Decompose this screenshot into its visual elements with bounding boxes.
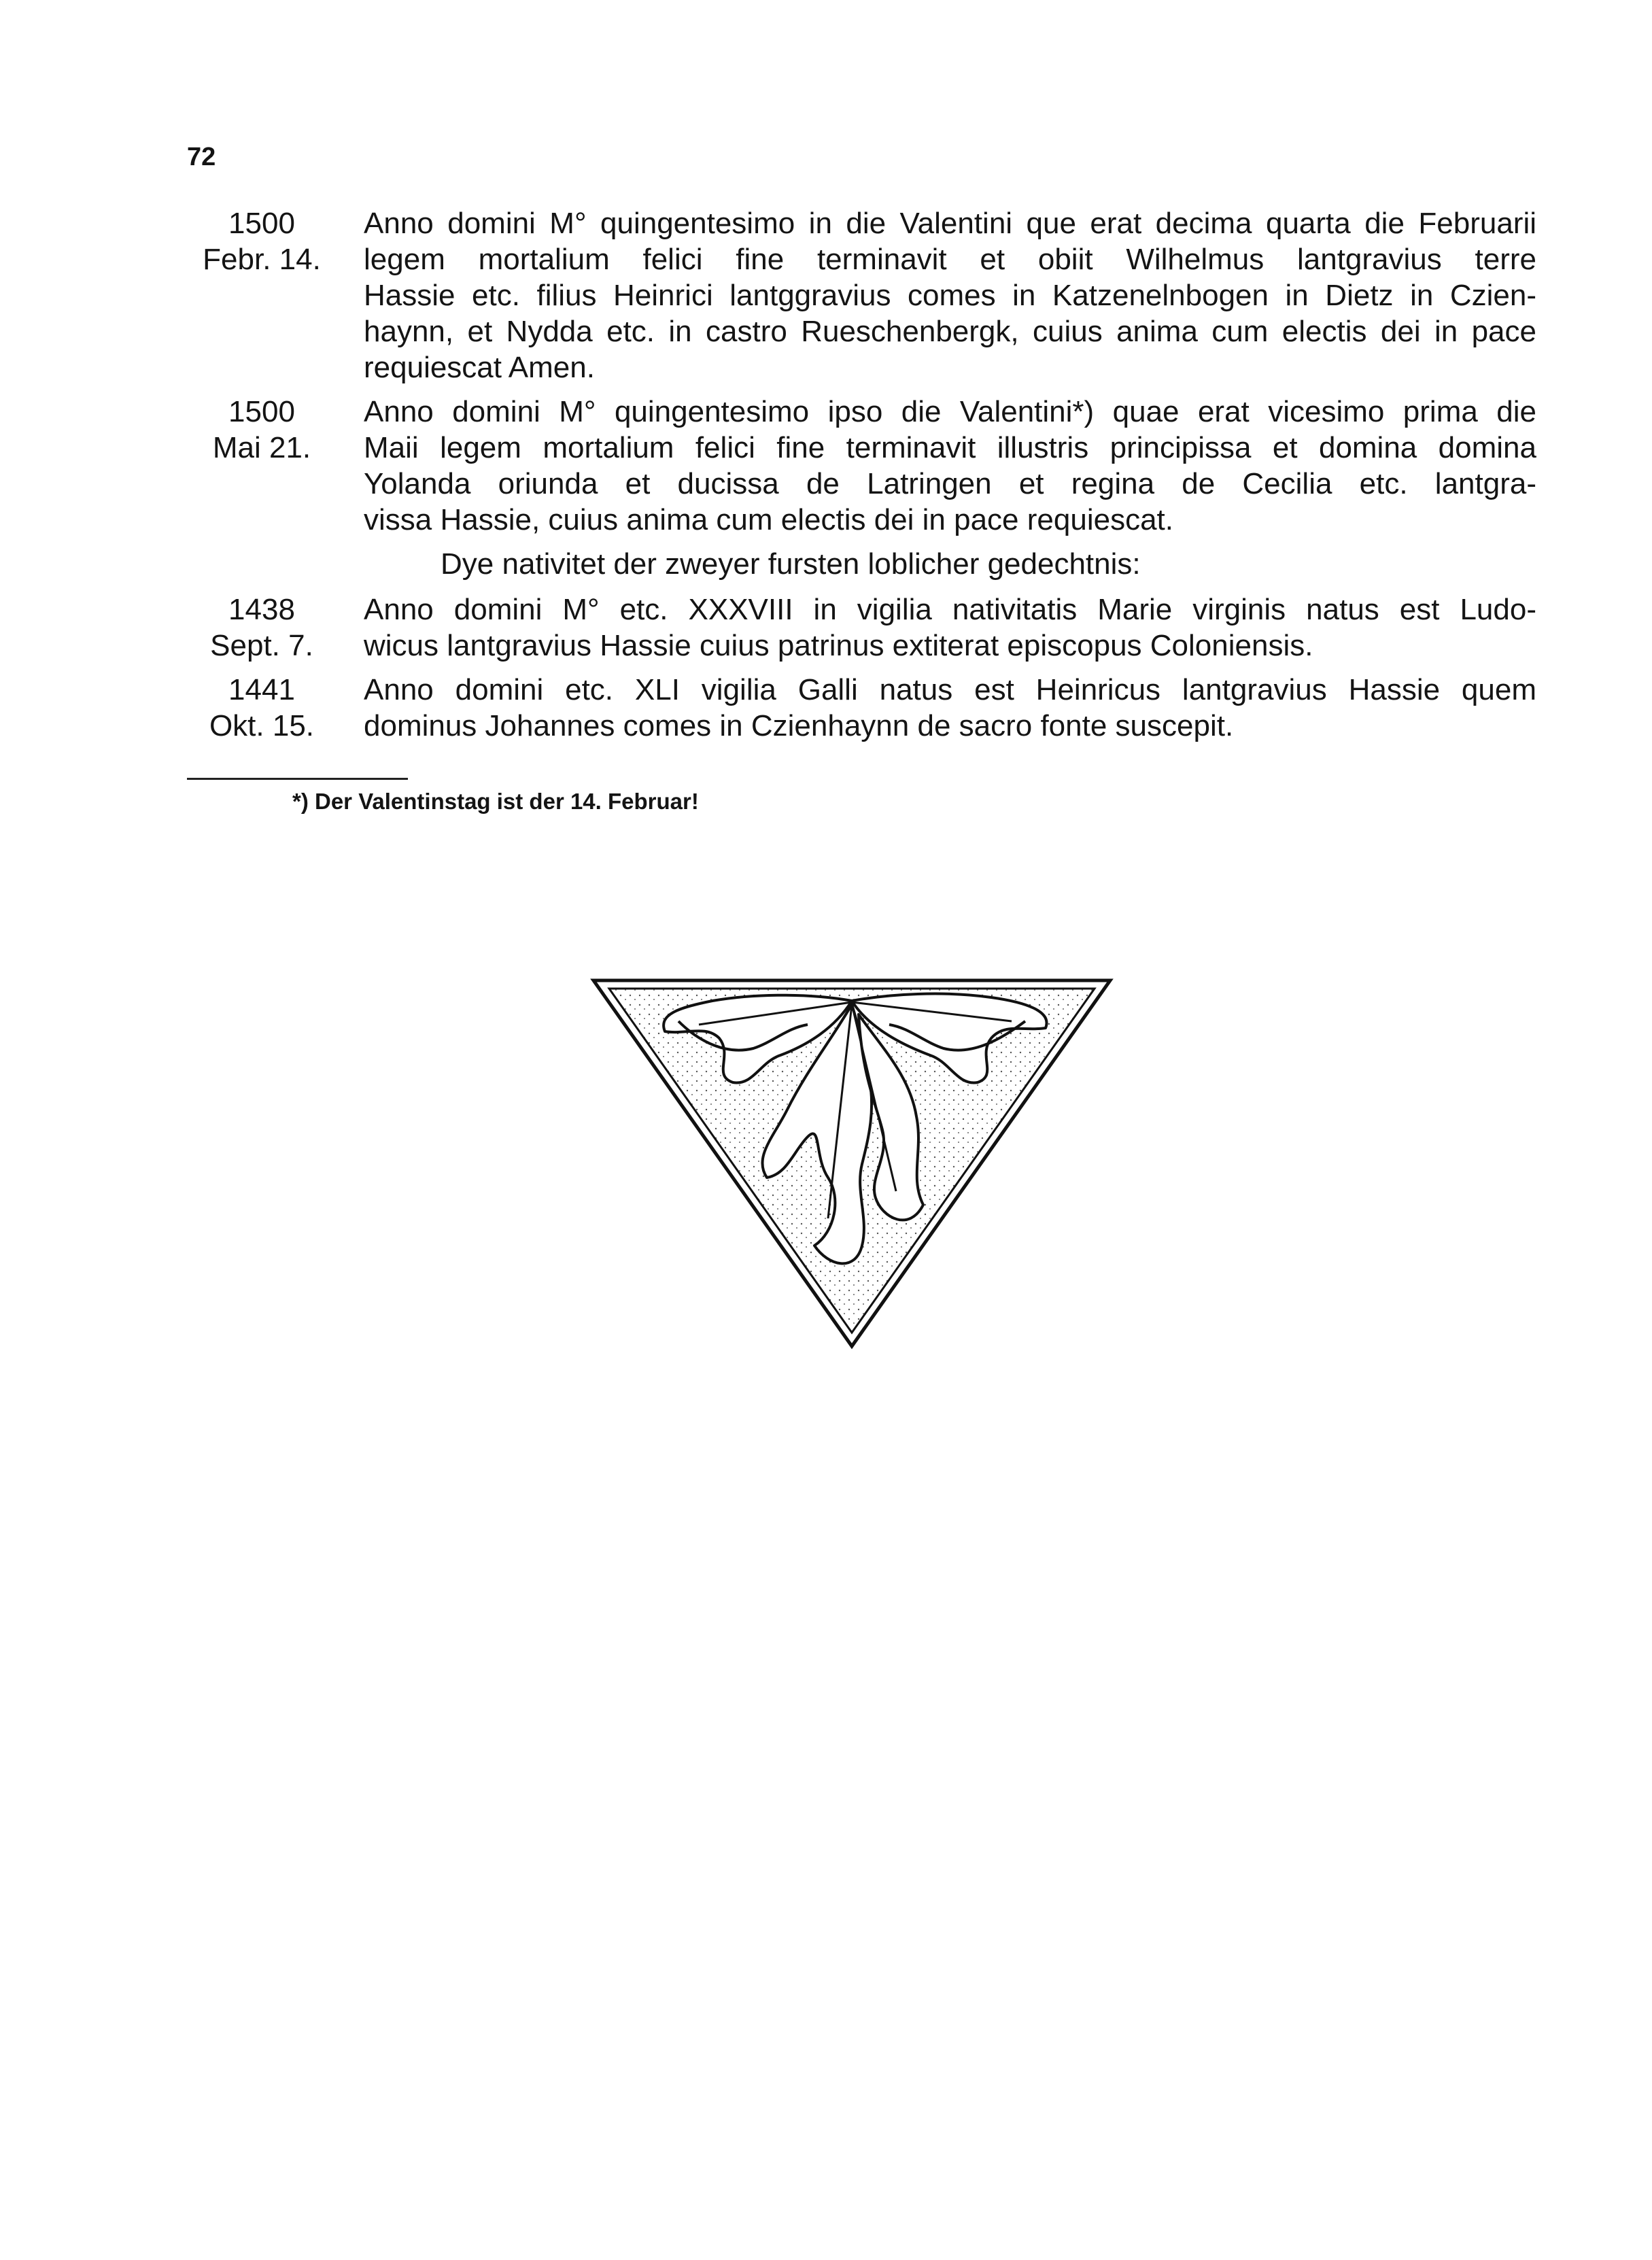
entry-text [364, 205, 1536, 386]
entry-day: Okt. 15. [209, 709, 315, 742]
page-number: 72 [187, 143, 216, 171]
entry-date [184, 205, 340, 386]
entry-day: Mai 21. [212, 431, 311, 464]
entry-text [364, 672, 1536, 744]
entry-date [184, 592, 340, 664]
text-line: wicus lantgravius Hassie cuius patrinus extiterat episcopus Coloniensis. [364, 629, 1313, 662]
entry-day: Sept. 7. [210, 629, 313, 662]
entry-text [364, 592, 1536, 664]
entry-date [184, 394, 340, 538]
section-heading: Dye nativitet der zweyer fursten loblicher gedechtnis: [441, 547, 1141, 581]
entry-year: 1500 [228, 395, 295, 428]
text-line: Anno domini M° etc. XXXVIII in vigilia nativitatis Marie virginis natus est Ludo- [364, 593, 1536, 626]
entry-year: 1438 [228, 593, 295, 626]
text-line: Hassie etc. filius Heinrici lantggravius comes in Katzenelnbogen in Dietz in Czien- [364, 279, 1536, 312]
entry-year: 1441 [228, 673, 295, 706]
chronicle-entry [184, 592, 1536, 664]
entry-day: Febr. 14. [203, 243, 321, 276]
text-line: Maii legem mortalium felici fine terminavit illustris principissa et domina domina [364, 431, 1536, 464]
text-line: legem mortalium felici fine terminavit et obiit Wilhelmus lantgravius terre [364, 243, 1536, 276]
text-line: Anno domini M° quingentesimo ipso die Valentini*) quae erat vicesimo prima die [364, 395, 1536, 428]
chronicle-entry [184, 205, 1536, 386]
leaf-ornament-icon [590, 974, 1114, 1351]
footnote-rule [187, 778, 408, 780]
text-line: vissa Hassie, cuius anima cum electis dei in pace requiescat. [364, 503, 1173, 536]
entry-text [364, 394, 1536, 538]
text-line: Anno domini M° quingentesimo in die Valentini que erat decima quarta die Februarii [364, 207, 1536, 240]
entry-year: 1500 [228, 207, 295, 240]
text-line: haynn, et Nydda etc. in castro Rueschenbergk, cuius anima cum electis dei in pace [364, 315, 1536, 348]
chronicle-entries [184, 205, 1536, 752]
entry-date [184, 672, 340, 744]
text-line: dominus Johannes comes in Czienhaynn de sacro fonte suscepit. [364, 709, 1234, 742]
chronicle-entry [184, 394, 1536, 538]
chronicle-entry [184, 672, 1536, 744]
text-line: requiescat Amen. [364, 351, 595, 384]
text-line: Anno domini etc. XLI vigilia Galli natus est Heinricus lantgravius Hassie quem [364, 673, 1536, 706]
text-line: Yolanda oriunda et ducissa de Latringen et regina de Cecilia etc. lantgra- [364, 467, 1536, 500]
footnote: *) Der Valentinstag ist der 14. Februar! [292, 789, 699, 814]
